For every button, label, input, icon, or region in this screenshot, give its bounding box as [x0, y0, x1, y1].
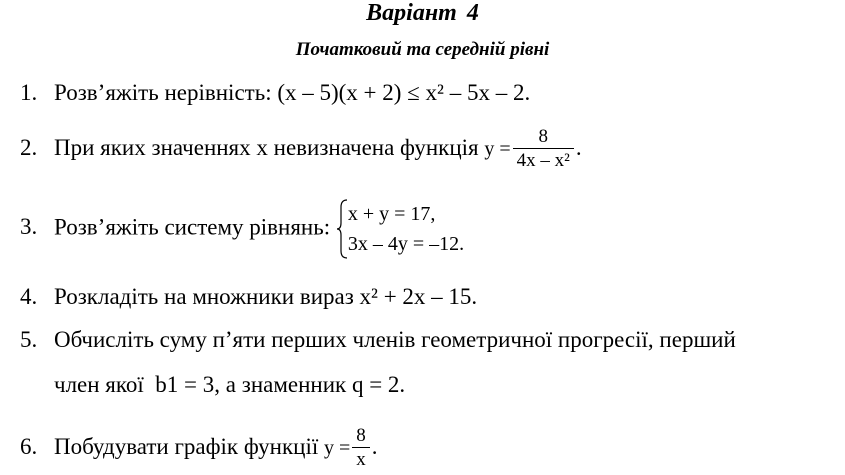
- ratio-text: , а знаменник q = 2.: [214, 372, 406, 397]
- task-2: [20, 126, 582, 173]
- task-text-continued: член якої: [54, 372, 144, 397]
- fraction: [513, 126, 574, 173]
- task-number: 4.: [20, 284, 38, 309]
- task-text: Побудувати графік функції: [54, 433, 319, 459]
- first-term: b1 = 3: [155, 372, 215, 397]
- function-lhs: y =: [323, 436, 351, 459]
- fraction-denominator: x: [352, 447, 370, 472]
- fraction-numerator: 8: [356, 425, 366, 446]
- task-text: Обчисліть суму п’яти перших членів геометричної прогресії, перший: [54, 327, 736, 352]
- fraction: [352, 425, 370, 472]
- period: .: [371, 433, 378, 459]
- equation-1: x + y = 17,: [347, 203, 436, 225]
- task-number: 1.: [20, 80, 38, 105]
- task-4: [20, 283, 477, 311]
- equation-system: [336, 199, 464, 259]
- task-text: При яких значеннях x невизначена функція: [54, 134, 479, 160]
- task-text: Розкладіть на множники вираз x² + 2x – 15.: [54, 284, 478, 309]
- task-6: [20, 425, 378, 472]
- period: .: [575, 134, 582, 160]
- level-subtitle: Початковий та середній рівні: [295, 39, 550, 60]
- task-number: 5.: [20, 327, 38, 352]
- task-number: 3.: [20, 214, 38, 240]
- task-number: 6.: [20, 433, 38, 459]
- variant-title: Варіант 4: [366, 0, 479, 26]
- fraction-numerator: 8: [538, 126, 549, 147]
- task-text: Розв’яжіть систему рівнянь:: [54, 214, 331, 240]
- brace-icon: [336, 199, 348, 259]
- task-text: Розв’яжіть нерівність: (x – 5)(x + 2) ≤ x² – 5x – 2.: [54, 80, 531, 105]
- task-5-line-2: [54, 371, 405, 399]
- task-number: 2.: [20, 134, 38, 160]
- function-lhs: y =: [484, 137, 511, 160]
- task-1: [20, 79, 530, 107]
- equation-2: 3x – 4y = –12.: [347, 233, 465, 255]
- task-3: [20, 199, 464, 259]
- fraction-denominator: 4x – x²: [513, 148, 574, 173]
- task-5: [20, 326, 736, 354]
